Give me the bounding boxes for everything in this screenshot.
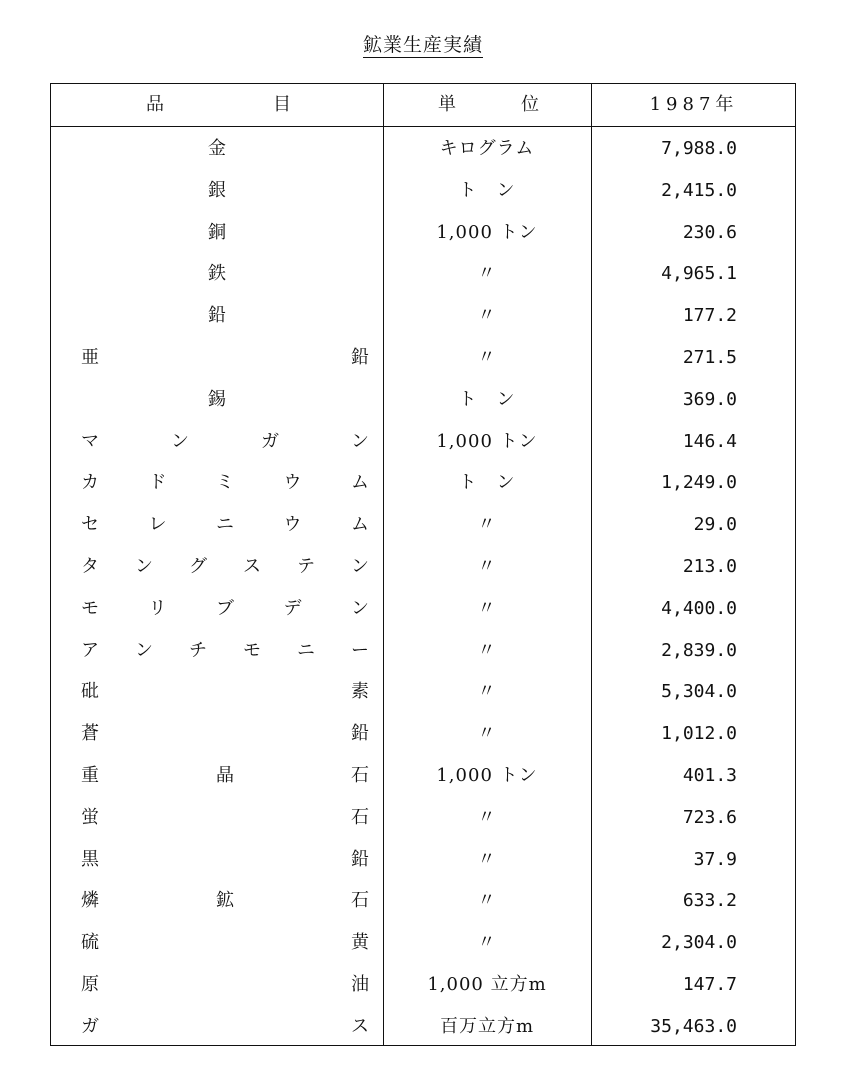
item-char: 石 [351,806,369,828]
item-cell [51,1012,383,1042]
item-char: 油 [351,974,369,995]
table-row [51,719,797,749]
item-cell [51,134,383,164]
header-item-a: 品 [146,94,164,115]
item-char: ウ [283,514,302,536]
item-char: ス [351,1015,369,1037]
item-char: ス [243,556,261,577]
item-char: ガ [81,1015,99,1037]
item-cell [51,970,383,1000]
item-char: テ [297,556,315,577]
item-cell [51,385,383,415]
item-cell [51,845,383,875]
unit-cell: ト ン [458,388,516,410]
unit-cell: 〃 [477,806,497,828]
unit-cell: ト ン [458,472,516,494]
production-table [50,83,796,1046]
unit-cell: 〃 [477,848,497,870]
item-cell [51,510,383,540]
item-cell [51,427,383,457]
item-char: 黒 [81,848,99,870]
value-cell: 7,988.0 [661,138,737,159]
table-row [51,803,797,833]
item-char: 燐 [81,890,99,912]
unit-cell: 〃 [477,556,497,577]
value-cell: 369.0 [682,388,737,410]
unit-cell: 1,000 立方m [427,974,547,995]
item-cell [51,761,383,791]
item-cell [51,176,383,206]
item-cell [51,301,383,331]
header-divider [51,126,795,127]
header-item-b: 目 [273,94,291,115]
unit-cell: 百万立方m [439,1015,535,1037]
item-char: レ [148,514,167,536]
value-cell: 35,463.0 [650,1015,737,1037]
value-cell: 1,249.0 [661,472,737,494]
item-char: ム [351,472,369,494]
item-name: 鉄 [208,263,226,285]
value-cell: 4,400.0 [661,597,737,619]
value-cell: 401.3 [682,765,737,786]
item-char: モ [243,639,261,661]
value-cell: 271.5 [682,347,737,368]
unit-cell: 1,000 トン [436,765,538,786]
item-cell [51,343,383,373]
item-char: 蛍 [81,806,99,828]
header-year: 1987年 [649,94,739,115]
unit-cell: 〃 [477,723,497,745]
value-cell: 147.7 [682,974,737,995]
item-char: 素 [351,681,369,703]
item-char: 鉛 [351,848,369,870]
item-name: 銅 [208,221,226,243]
value-cell: 4,965.1 [661,263,737,285]
table-row [51,886,797,916]
item-name: 錫 [208,388,226,410]
value-cell: 177.2 [682,305,737,327]
value-cell: 146.4 [682,430,737,452]
item-char: 亜 [81,347,99,368]
item-char: 砒 [81,681,99,703]
item-char: 晶 [216,765,234,786]
item-cell [51,468,383,498]
item-char: ガ [261,430,279,452]
title-text: 鉱業生産実績 [362,34,483,56]
item-cell [51,636,383,666]
item-char: ミ [216,472,234,494]
table-row [51,385,797,415]
unit-cell: 〃 [477,514,497,536]
unit-cell: 〃 [477,639,497,661]
unit-cell: 〃 [477,347,497,368]
item-cell [51,928,383,958]
value-cell: 230.6 [682,221,737,243]
table-row [51,259,797,289]
item-char: 重 [81,765,99,786]
unit-cell: 1,000 トン [436,221,538,243]
header-unit-b: 位 [521,94,539,115]
item-char: 硫 [81,932,99,954]
unit-cell: 〃 [477,932,497,954]
item-char: 鉱 [216,890,234,912]
table-row [51,427,797,457]
item-char: 石 [351,765,369,786]
value-cell: 2,415.0 [661,179,737,201]
item-cell [51,677,383,707]
table-row [51,761,797,791]
item-char: モ [81,597,99,619]
item-cell [51,886,383,916]
table-row [51,970,797,1000]
table-row [51,468,797,498]
unit-cell: 1,000 トン [436,430,538,452]
item-char: マ [81,430,99,452]
table-row [51,301,797,331]
item-cell [51,552,383,582]
table-row [51,636,797,666]
item-char: ン [135,639,153,661]
unit-cell: キログラム [439,138,535,159]
table-row [51,594,797,624]
item-name: 鉛 [208,305,226,327]
item-char: ー [351,639,369,661]
table-row [51,1012,797,1042]
item-cell [51,594,383,624]
item-char: 鉛 [351,723,369,745]
unit-cell: 〃 [477,681,497,703]
item-char: タ [81,556,99,577]
item-char: グ [189,556,207,577]
item-char: リ [148,597,167,619]
table-row [51,176,797,206]
unit-cell: 〃 [477,890,497,912]
value-cell: 5,304.0 [661,681,737,703]
value-cell: 723.6 [682,806,737,828]
item-char: 石 [351,890,369,912]
table-row [51,845,797,875]
item-char: ブ [216,597,234,619]
item-cell [51,259,383,289]
value-cell: 37.9 [693,848,737,870]
table-row [51,928,797,958]
table-row [51,552,797,582]
item-char: カ [81,472,99,494]
item-char: ニ [216,514,234,536]
item-char: セ [81,514,99,536]
item-name: 金 [208,138,226,159]
table-row [51,343,797,373]
item-cell [51,719,383,749]
page-title [0,30,846,57]
item-char: デ [283,597,302,619]
unit-cell: 〃 [477,305,497,327]
value-cell: 1,012.0 [661,723,737,745]
item-char: ン [351,556,369,577]
value-cell: 2,839.0 [661,639,737,661]
value-cell: 213.0 [682,556,737,577]
table-row [51,218,797,248]
unit-cell: 〃 [477,597,497,619]
value-cell: 29.0 [693,514,737,536]
item-char: ア [81,639,99,661]
item-char: ウ [283,472,302,494]
table-row [51,677,797,707]
unit-cell: ト ン [458,179,516,201]
value-cell: 633.2 [682,890,737,912]
item-cell [51,218,383,248]
item-char: 鉛 [351,347,369,368]
item-char: ン [135,556,153,577]
item-char: 原 [81,974,99,995]
table-row [51,134,797,164]
item-char: チ [189,639,207,661]
item-char: ニ [297,639,315,661]
item-char: ン [171,430,189,452]
item-char: 蒼 [81,723,99,745]
unit-cell: 〃 [477,263,497,285]
item-char: 黄 [351,932,369,954]
item-char: ン [351,597,369,619]
item-char: ン [351,430,369,452]
table-row [51,510,797,540]
item-char: ム [351,514,369,536]
header-unit-a: 単 [438,94,456,115]
item-name: 銀 [208,179,226,201]
item-char: ド [148,472,167,494]
value-cell: 2,304.0 [661,932,737,954]
item-cell [51,803,383,833]
